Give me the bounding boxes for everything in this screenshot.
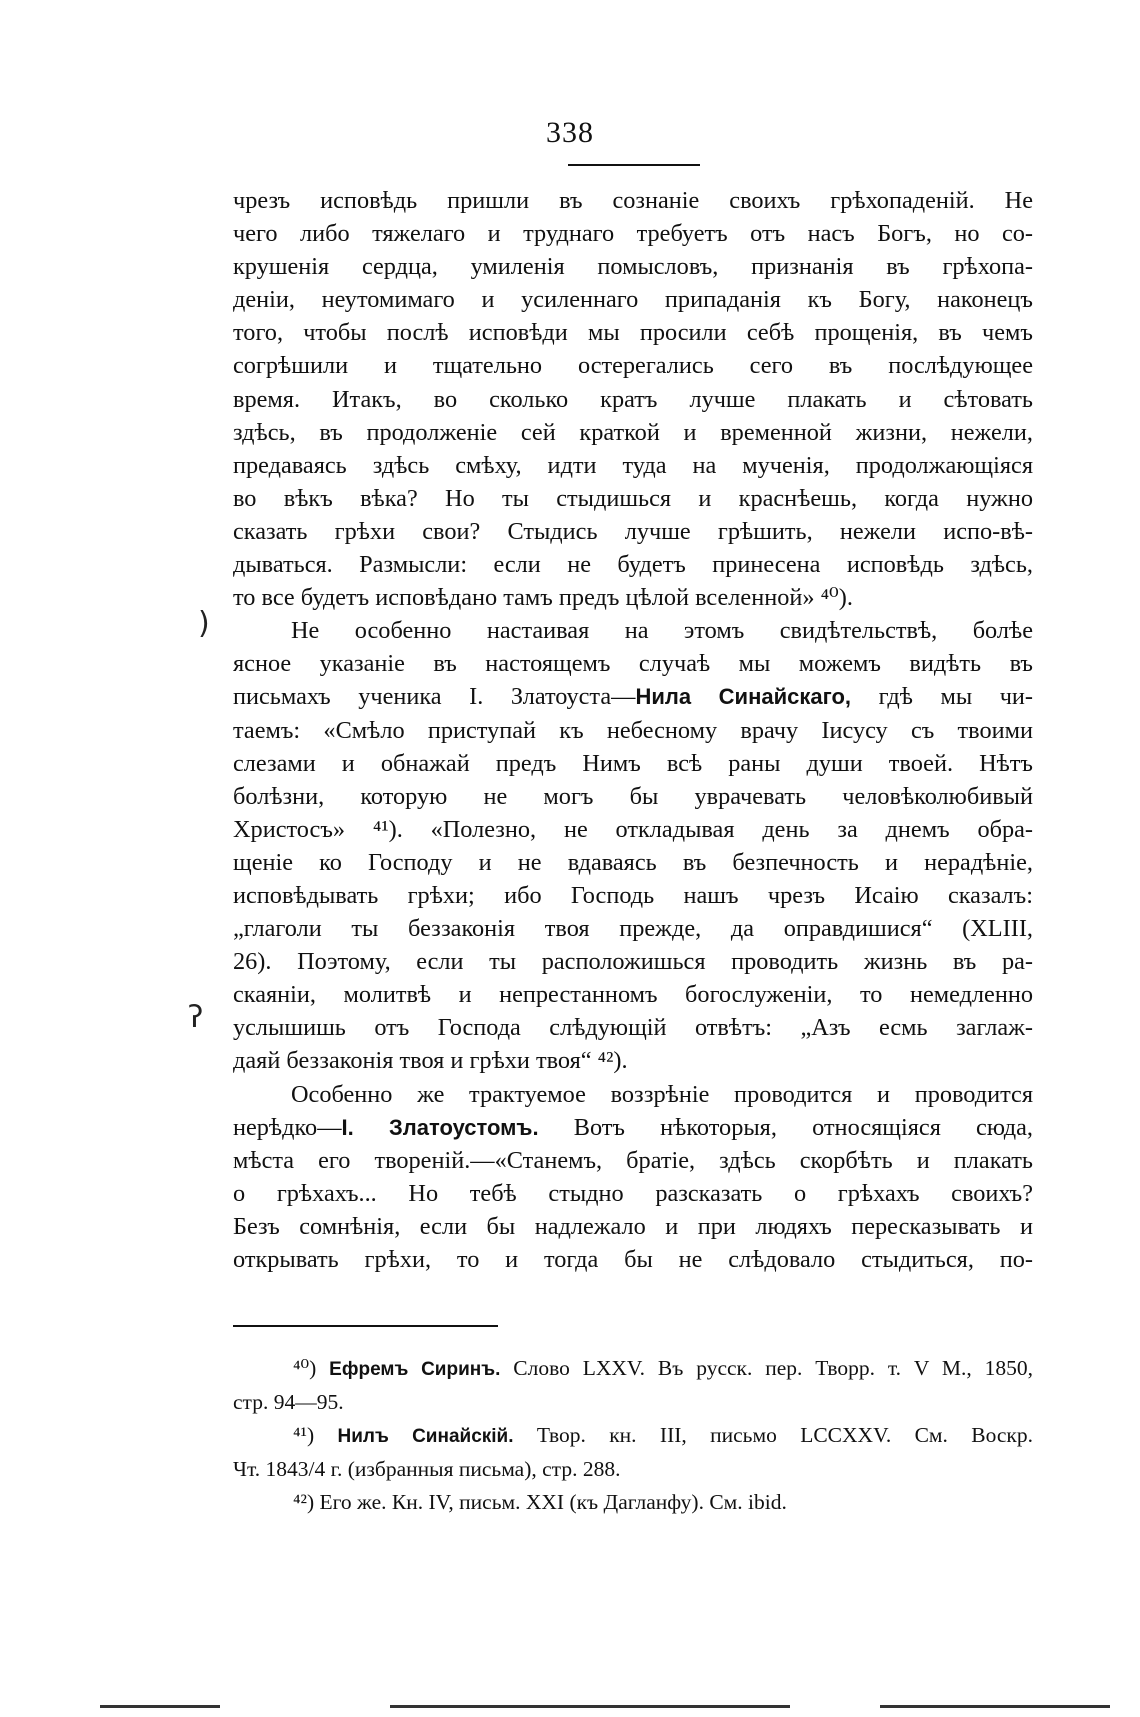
paragraph-line: 26). Поэтому, если ты расположишься проводить жизнь въ ра-	[233, 948, 1033, 976]
text-segment: нерѣдко—	[233, 1113, 342, 1141]
body-line: чрезъ исповѣдь пришли въ сознаніе своихъ грѣхопаденій. Не	[233, 187, 1033, 214]
body-line: во вѣкъ вѣка? Но ты стыдишься и краснѣешь, когда нужно	[233, 484, 1033, 512]
paragraph-line	[233, 680, 1033, 713]
author-name-nil: Нила Синайскаго,	[635, 684, 852, 710]
text-segment: гдѣ мы чи-	[851, 683, 1034, 711]
body-line: дываться. Размысли: если не будетъ принесена исповѣдь здѣсь,	[233, 551, 1033, 579]
body-line: предаваясь здѣсь смѣху, идти туда на мученія, продолжающіяся	[233, 451, 1033, 479]
footnote-marker: ⁴²)	[293, 1490, 315, 1514]
margin-mark-1: )	[198, 606, 210, 641]
text-segment: письмахъ ученика І. Златоуста—	[233, 683, 636, 711]
paragraph-line: щеніе ко Господу и не вдаваясь въ безпечность и нерадѣніе,	[233, 848, 1033, 876]
footnote-author: Нилъ Синайскій.	[337, 1426, 514, 1447]
scan-edge-rule	[880, 1705, 1110, 1708]
paragraph-line: скаяніи, молитвѣ и непрестанномъ богослуженіи, то немедленно	[233, 981, 1033, 1009]
body-line: крушенія сердца, умиленія помысловъ, признанія въ грѣхопа-	[233, 253, 1033, 281]
paragraph-line: „глаголи ты беззаконія твоя прежде, да оправдишися“ (XLIII,	[233, 915, 1033, 943]
paragraph-line: слезами и обнажай предъ Нимъ всѣ раны души твоей. Нѣтъ	[233, 749, 1033, 777]
text-segment: Вотъ нѣкоторыя, относящіяся сюда,	[538, 1113, 1033, 1141]
scan-edge-rule	[100, 1705, 220, 1708]
paragraph-line	[233, 1111, 1033, 1144]
paragraph-line: Христосъ» ⁴¹). «Полезно, не откладывая день за днемъ обра-	[233, 815, 1033, 843]
paragraph-line: исповѣдывать грѣхи; ибо Господь нашъ чрезъ Исаію сказалъ:	[233, 881, 1033, 909]
footnote-40	[233, 1352, 1033, 1386]
body-line: здѣсь, въ продолженіе сей краткой и временной жизни, нежели,	[233, 418, 1033, 446]
paragraph-line: даяй беззаконія твоя и грѣхи твоя“ ⁴²).	[233, 1047, 628, 1075]
footnote-text: Твор. кн. III, письмо LCCXXV. См. Воскр.	[513, 1423, 1034, 1447]
footnote-text: Его же. Кн. IV, письм. XXI (къ Дагланфу). См. ibid.	[314, 1490, 787, 1514]
body-line: согрѣшили и тщательно остерегались сего въ послѣдующее	[233, 352, 1033, 380]
body-line: сказать грѣхи свои? Стыдись лучше грѣшить, нежели испо-вѣ-	[233, 517, 1033, 545]
paragraph-line: Безъ сомнѣнія, если бы надлежало и при людяхъ пересказывать и	[233, 1212, 1033, 1240]
footnote-rule	[233, 1325, 498, 1327]
page-number-rule	[568, 164, 700, 166]
footnote-text: Слово LXXV. Въ русск. пер. Творр. т. V М., 1850,	[500, 1356, 1034, 1380]
body-line: время. Итакъ, во сколько кратъ лучше плакать и сѣтовать	[233, 385, 1033, 413]
paragraph-line: Не особенно настаивая на этомъ свидѣтельствѣ, болѣе	[291, 617, 1033, 645]
paragraph-line: ясное указаніе въ настоящемъ случаѣ мы можемъ видѣть въ	[233, 650, 1033, 678]
page-number: 338	[546, 116, 594, 149]
paragraph-line: Особенно же трактуемое воззрѣніе проводится и проводится	[291, 1080, 1033, 1108]
scan-edge-rule	[390, 1705, 790, 1708]
paragraph-line: таемъ: «Смѣло приступай къ небесному врачу Іисусу съ твоими	[233, 716, 1033, 744]
footnote-41-cont: Чт. 1843/4 г. (избранныя письма), стр. 288.	[233, 1457, 621, 1481]
footnote-42	[233, 1486, 1033, 1519]
footnote-40-cont: стр. 94—95.	[233, 1390, 344, 1414]
body-line: то все будетъ исповѣдано тамъ предъ цѣлой вселенной» ⁴⁰).	[233, 584, 853, 612]
paragraph-line: открывать грѣхи, то и тогда бы не слѣдовало стыдиться, по-	[233, 1246, 1033, 1273]
body-line: деніи, неутомимаго и усиленнаго припаданія къ Богу, наконецъ	[233, 286, 1033, 314]
body-text	[233, 184, 1033, 1276]
footnotes	[233, 1352, 1033, 1519]
paragraph-line: о грѣхахъ... Но тебѣ стыдно разсказать о грѣхахъ своихъ?	[233, 1179, 1033, 1207]
footnote-marker: ⁴⁰)	[293, 1356, 317, 1380]
margin-mark-2: ʔ	[188, 1000, 204, 1035]
footnote-author: Ефремъ Сиринъ.	[329, 1359, 501, 1380]
paragraph-line: услышишь отъ Господа слѣдующій отвѣтъ: „Азъ есмь заглаж-	[233, 1014, 1033, 1042]
author-name-chrysostom: І. Златоустомъ.	[341, 1114, 539, 1140]
paragraph-line: мѣста его твореній.—«Станемъ, братіе, здѣсь скорбѣть и плакать	[233, 1146, 1033, 1174]
footnote-marker: ⁴¹)	[293, 1423, 315, 1447]
body-line: чего либо тяжелаго и труднаго требуетъ отъ насъ Богъ, но со-	[233, 220, 1033, 248]
body-line: того, чтобы послѣ исповѣди мы просили себѣ прощенія, въ чемъ	[233, 319, 1033, 347]
footnote-41	[233, 1419, 1033, 1453]
paragraph-line: болѣзни, которую не могъ бы уврачевать человѣколюбивый	[233, 782, 1033, 810]
